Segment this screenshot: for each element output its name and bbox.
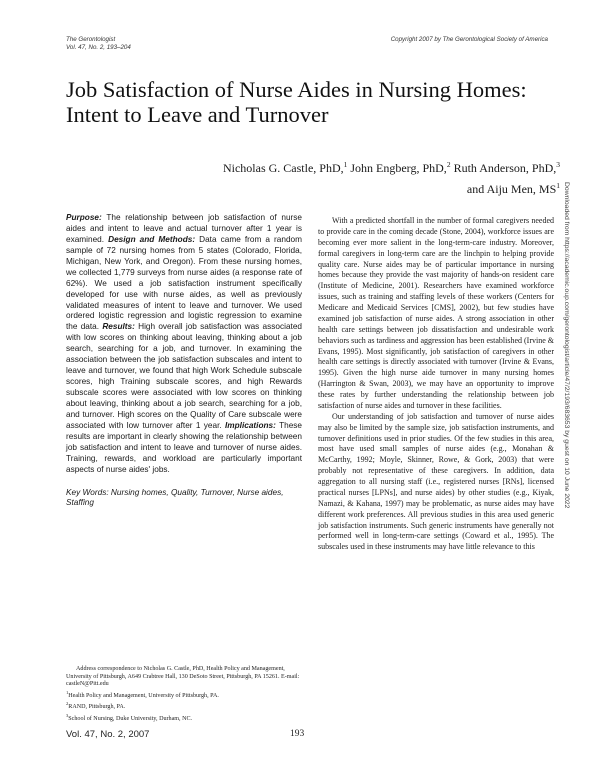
affiliation-note: $^1$Health Policy and Management, University of Pittsburgh, PA. bbox=[66, 689, 219, 699]
affiliation-note: $^3$School of Nursing, Duke University, Durham, NC. bbox=[66, 712, 193, 722]
body-column bbox=[318, 216, 554, 553]
abstract-methods-text: Data came from a random sample of 72 nursing homes from 5 states (Colorado, Florida, Michigan, New York, and Oregon). From these nursing homes, we collected 1,779 surveys from nurse aides (a response rate of 62%). We used a job satisfaction instrument specifically developed for use with nurse aides, as well as previously validated measures of intent to leave and turnover. We used ordered logistic regression and logistic regression to examine the data. bbox=[66, 234, 303, 332]
author-name: Ruth Anderson, PhD, bbox=[453, 161, 557, 175]
abstract-results-label: Results: bbox=[102, 322, 135, 332]
page-number: 193 bbox=[290, 729, 305, 739]
body-paragraph: With a predicted shortfall in the number of formal caregivers needed to provide care in the coming decade (Stone, 2004), workforce issues are becoming ever more salient in the long-term-care industry. Moreover, formal caregivers in long-term care are the linchpin to helping provide quality care. Nurse aides may be of particular importance in nursing homes because they provide the vast majority of hands-on resident care (Institute of Medicine, 2001). Researchers have examined workforce issues, such as training and staffing levels of these workers (Centers for Medicare and Medicaid Services [CMS], 2002), but few studies have examined job satisfaction of nurse aides. A strong association in other health care settings between job dissatisfaction and undesirable work behaviors such as tardiness and aggression has been established (Irvine & Evans, 1995). Most significantly, job satisfaction of caregivers in other health care settings is directly associated with turnover (Irvine & Evans, 1995). Given the high nurse aide turnover in many nursing homes (Harrington & Swan, 2003), we may have an opportunity to improve these rates by further understanding the relationship between job satisfaction of nurse aides and turnover in these facilities. bbox=[318, 216, 554, 410]
affiliation-marker: 1 bbox=[556, 181, 560, 190]
affiliation-note: $^2$RAND, Pittsburgh, PA. bbox=[66, 701, 126, 711]
download-watermark: Downloaded from https://academic.oup.com/gerontologist/article/47/2/193/683653 by guest on 10 June 2022 bbox=[563, 182, 570, 509]
author-list bbox=[130, 156, 560, 198]
author-line bbox=[130, 177, 560, 198]
abstract bbox=[66, 213, 302, 476]
author-name: Nicholas G. Castle, PhD, bbox=[222, 161, 344, 175]
footnotes bbox=[66, 666, 306, 723]
abstract-methods-label: Design and Methods: bbox=[108, 234, 196, 244]
keywords: Key Words: Nursing homes, Quality, Turnover, Nurse aides, Staffing bbox=[66, 487, 284, 508]
abstract-results-text: High overall job satisfaction was associated with low scores on thinking about leaving, thinking about a job search, searching for a job, and turnover. In examining the association between the job satisfaction subscales and intent to leave and turnover, we found that high Work Schedule subscale scores, high Training subscale scores, and high Rewards subscale scores were associated with low scores on thinking about leaving, thinking about a job search, searching for a job, and turnover. High scores on the Quality of Care subscale were associated with low turnover after 1 year. bbox=[66, 322, 302, 430]
author-name: John Engberg, PhD, bbox=[350, 161, 447, 175]
journal-citation bbox=[66, 36, 131, 51]
abstract-purpose-label: Purpose: bbox=[66, 213, 102, 222]
article-title: Job Satisfaction of Nurse Aides in Nursing Homes: Intent to Leave and Turnover bbox=[66, 77, 527, 127]
abstract-column bbox=[66, 213, 302, 509]
affiliation-marker: 1 bbox=[343, 160, 348, 169]
author-line bbox=[130, 156, 560, 177]
abstract-implications-text: These results are important in clearly showing the relationship between job satisfaction and intent to leave and turnover of nurse aides. Training, rewards, and workload are particularly important aspects of nurse aides' jobs. bbox=[66, 420, 302, 474]
journal-volume: Vol. 47, No. 2, 193–204 bbox=[66, 43, 131, 51]
journal-name: The Gerontologist bbox=[66, 36, 116, 43]
copyright-notice: Copyright 2007 by The Gerontological Society of America bbox=[390, 36, 548, 43]
correspondence-note: Address correspondence to Nicholas G. Castle, PhD, Health Policy and Management, University of Pittsburgh, A649 Crabtree Hall, 130 DeSoto Street, Pittsburgh, PA 15261. E-mail: castleN@Pitt.edu bbox=[66, 666, 300, 687]
author-name: and Aiju Men, MS bbox=[466, 182, 557, 196]
abstract-implications-label: Implications: bbox=[225, 420, 276, 430]
body-paragraph: Our understanding of job satisfaction and turnover of nurse aides may also be limited by the sample size, job satisfaction instruments, and turnover definitions used in prior studies. Of the few studies in this area, most have used small samples of nurse aides (e.g., Monahan & McCarthy, 1992; Moyle, Skinner, Rowe, & Gork, 2003) that were probably not representative of these caregivers. In addition, data aggregation to all nursing staff (i.e., registered nurses [RNs], licensed practical nurses [LPNs], and nurse aides) by other studies (e.g., Kiyak, Namazi, & Kahana, 1997) may be problematic, as nurse aides may have different work preferences. All previous studies in this area used generic job satisfaction instruments. Such generic instruments have generally not performed well in long-term-care settings (Coward et al., 1995). The subscales used in these instruments may have little relevance to this bbox=[318, 411, 554, 552]
abstract-purpose-text: The relationship between job satisfaction of nurse aides and intent to leave and actual turnover after 1 year is examined. bbox=[66, 213, 302, 244]
affiliation-marker: 2 bbox=[446, 160, 451, 169]
footer-volume: Vol. 47, No. 2, 2007 bbox=[66, 729, 150, 740]
affiliation-marker: 3 bbox=[556, 160, 560, 169]
